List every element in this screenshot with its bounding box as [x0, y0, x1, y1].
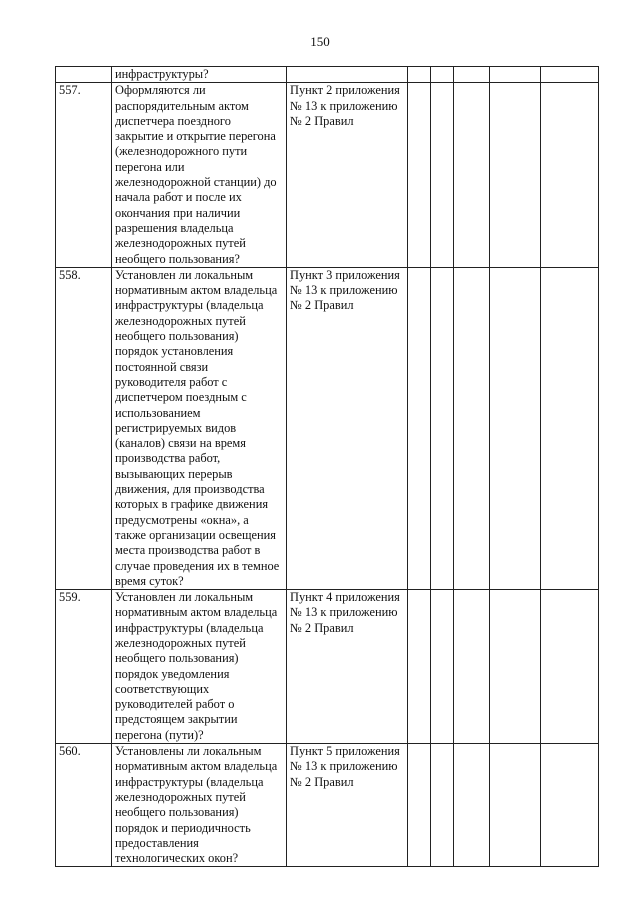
question-text-line: места производства работ в: [115, 543, 261, 558]
question-text-line: производства работ,: [115, 451, 221, 466]
empty-mark-cell[interactable]: [408, 83, 431, 268]
reference-text-line: № 2 Правил: [290, 620, 354, 635]
empty-mark-cell[interactable]: [408, 590, 431, 744]
question-text-line: железнодорожных путей: [115, 789, 246, 804]
empty-mark-cell[interactable]: [541, 590, 599, 744]
reference-text-line: № 13 к приложению: [290, 759, 398, 774]
question-text-line: случае проведения их в темное: [115, 558, 280, 573]
table-row: [56, 67, 599, 83]
reference-text-line: Пункт 4 приложения: [290, 590, 400, 605]
question-text-line: перегона или: [115, 159, 185, 174]
question-text-line: предстоящем закрытии: [115, 712, 238, 727]
question-text-line: соответствующих: [115, 681, 210, 696]
question-text-line: предоставления: [115, 835, 199, 850]
question-cell: [112, 590, 287, 744]
question-cell: [112, 267, 287, 589]
question-text-line: железнодорожных путей: [115, 635, 246, 650]
question-text-line: нормативным актом владельца: [115, 283, 278, 298]
table-body: [56, 67, 599, 867]
reference-cell: [287, 267, 408, 589]
empty-mark-cell[interactable]: [490, 267, 541, 589]
question-text-line: порядок уведомления: [115, 666, 230, 681]
question-text-line: необщего пользования): [115, 805, 239, 820]
question-text-line: время суток?: [115, 573, 184, 588]
reference-text-line: Пункт 3 приложения: [290, 267, 400, 282]
question-text-line: перегона (пути)?: [115, 727, 204, 742]
question-text-line: окончания при наличии: [115, 205, 241, 220]
empty-mark-cell[interactable]: [454, 267, 490, 589]
empty-mark-cell[interactable]: [431, 744, 454, 867]
empty-mark-cell[interactable]: [454, 67, 490, 83]
row-number-cell: 559.: [56, 590, 112, 744]
reference-cell: [287, 83, 408, 268]
question-text-line: порядок и периодичность: [115, 820, 251, 835]
empty-mark-cell[interactable]: [541, 744, 599, 867]
page-number: 150: [310, 34, 330, 49]
question-text-line: инфраструктуры (владельца: [115, 298, 264, 313]
reference-text-line: № 2 Правил: [290, 774, 354, 789]
question-text-line: начала работ и после их: [115, 190, 242, 205]
question-text-line: инфраструктуры (владельца: [115, 774, 264, 789]
empty-mark-cell[interactable]: [454, 744, 490, 867]
question-text-line: также организации освещения: [115, 527, 276, 542]
question-text-line: железнодорожных путей: [115, 236, 246, 251]
question-text-line: постоянной связи: [115, 359, 209, 374]
empty-mark-cell[interactable]: [541, 83, 599, 268]
reference-text-line: № 2 Правил: [290, 298, 354, 313]
reference-text-line: № 13 к приложению: [290, 605, 398, 620]
empty-mark-cell[interactable]: [541, 267, 599, 589]
reference-cell: [287, 67, 408, 83]
empty-mark-cell[interactable]: [431, 590, 454, 744]
reference-text-line: Пункт 2 приложения: [290, 83, 400, 98]
empty-mark-cell[interactable]: [431, 267, 454, 589]
question-text-line: нормативным актом владельца: [115, 759, 278, 774]
table-row: [56, 590, 599, 744]
empty-mark-cell[interactable]: [490, 744, 541, 867]
row-number-cell: 557.: [56, 83, 112, 268]
reference-text-line: Пункт 5 приложения: [290, 744, 400, 759]
question-text-line: порядок установления: [115, 344, 234, 359]
reference-cell: [287, 744, 408, 867]
empty-mark-cell[interactable]: [490, 590, 541, 744]
question-cell: [112, 67, 287, 83]
question-text-line: Установлены ли локальным: [115, 744, 262, 759]
question-text-line: Установлен ли локальным: [115, 590, 254, 605]
empty-mark-cell[interactable]: [408, 744, 431, 867]
row-number-cell: [56, 67, 112, 83]
question-text-line: (железнодорожного пути: [115, 144, 248, 159]
reference-text-line: № 13 к приложению: [290, 283, 398, 298]
question-text-line: Оформляются ли: [115, 83, 206, 98]
row-number-cell: 560.: [56, 744, 112, 867]
question-text-line: регистрируемых видов: [115, 420, 237, 435]
table-row: [56, 267, 599, 589]
question-text-line: инфраструктуры?: [115, 67, 209, 81]
question-text-line: необщего пользования): [115, 651, 239, 666]
question-text-line: руководителей работ о: [115, 697, 235, 712]
question-text-line: железнодорожной станции) до: [115, 175, 277, 190]
checklist-table: [55, 66, 599, 867]
question-text-line: движения, для производства: [115, 482, 265, 497]
question-cell: [112, 83, 287, 268]
question-cell: [112, 744, 287, 867]
question-text-line: железнодорожных путей: [115, 313, 246, 328]
question-text-line: использованием: [115, 405, 201, 420]
empty-mark-cell[interactable]: [431, 83, 454, 268]
table-row: [56, 83, 599, 268]
table-row: [56, 744, 599, 867]
empty-mark-cell[interactable]: [454, 590, 490, 744]
question-text-line: необщего пользования?: [115, 251, 240, 266]
question-text-line: диспетчером поездным с: [115, 390, 247, 405]
question-text-line: распорядительным актом: [115, 98, 249, 113]
question-text-line: разрешения владельца: [115, 220, 234, 235]
empty-mark-cell[interactable]: [490, 83, 541, 268]
empty-mark-cell[interactable]: [541, 67, 599, 83]
empty-mark-cell[interactable]: [490, 67, 541, 83]
question-text-line: Установлен ли локальным: [115, 267, 254, 282]
question-text-line: руководителя работ с: [115, 374, 228, 389]
question-text-line: закрытие и открытие перегона: [115, 129, 276, 144]
empty-mark-cell[interactable]: [431, 67, 454, 83]
question-text-line: которых в графике движения: [115, 497, 269, 512]
reference-text-line: № 2 Правил: [290, 113, 354, 128]
empty-mark-cell[interactable]: [408, 267, 431, 589]
question-text-line: инфраструктуры (владельца: [115, 620, 264, 635]
empty-mark-cell[interactable]: [408, 67, 431, 83]
question-text-line: нормативным актом владельца: [115, 605, 278, 620]
question-text-line: необщего пользования): [115, 329, 239, 344]
question-text-line: предусмотрены «окна», а: [115, 512, 249, 527]
reference-text-line: № 13 к приложению: [290, 98, 398, 113]
question-text-line: вызывающих перерыв: [115, 466, 233, 481]
empty-mark-cell[interactable]: [454, 83, 490, 268]
row-number-cell: 558.: [56, 267, 112, 589]
question-text-line: технологических окон?: [115, 851, 239, 866]
reference-cell: [287, 590, 408, 744]
question-text-line: диспетчера поездного: [115, 113, 231, 128]
question-text-line: (каналов) связи на время: [115, 436, 246, 451]
